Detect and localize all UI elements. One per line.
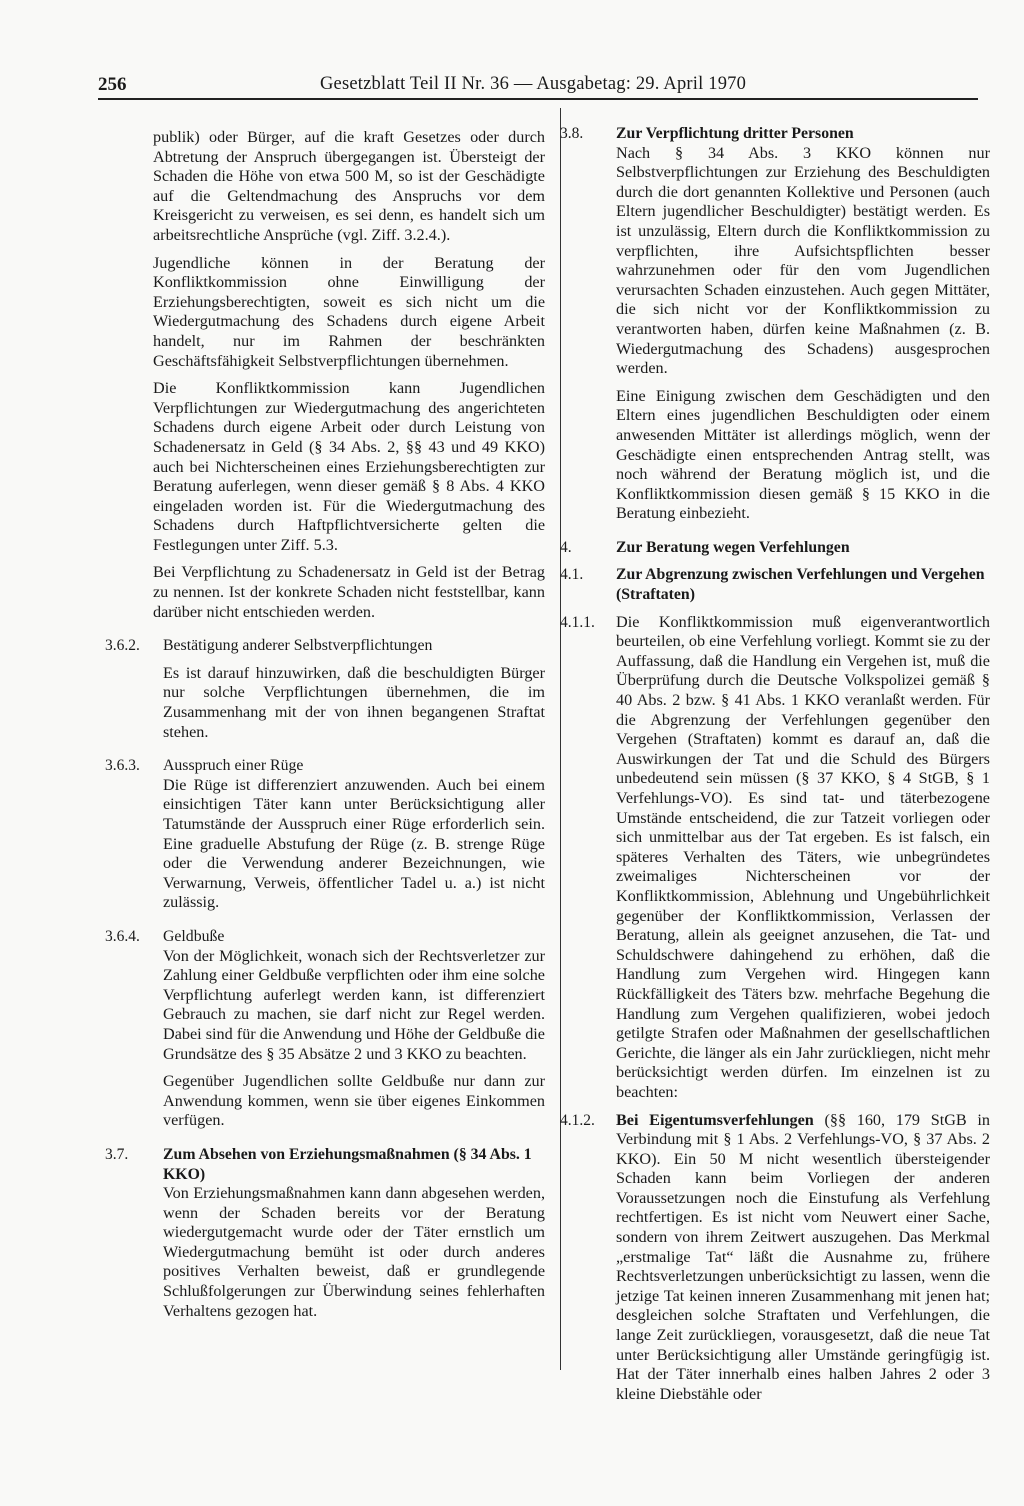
section-number: 3.8. — [560, 125, 584, 142]
section-number: 4.1.1. — [560, 613, 595, 631]
section-number: 3.6.3. — [105, 757, 140, 775]
section-4-1-2 — [560, 1111, 990, 1405]
section-number: 3.6.2. — [105, 637, 140, 655]
paragraph: Die Konfliktkommission kann Jugendlichen Verpflichtungen zur Wiedergutmachung des angerichteten Schadens durch eigene Arbeit oder durch Leistung von Schadenersatz in Geld (§ 34 Abs. 2, §§ 43 und 49 KKO) auch bei Nichterscheinen eines Erziehungsberechtigten zur Beratung auferlegen, wenn dieser gemäß § 8 Abs. 4 KKO eingeladen worden ist. Für die Wiedergutmachung des Schadens durch Haftpflichtversicherte gelten die Festlegungen unter Ziff. 5.3. — [153, 379, 545, 554]
left-column — [105, 128, 545, 1321]
paragraph: Eine Einigung zwischen dem Geschädigten und den Eltern eines jugendlichen Beschuldigten oder einem anwesenden Mittäter ist allerdings möglich, wenn der Geschädigte einen entsprechenden Antrag stellt, was noch während der Beratung möglich ist, und die Konfliktkommission diesen gemäß § 15 KKO in die Beratung einbezieht. — [616, 386, 990, 523]
paragraph: Jugendliche können in der Beratung der Konfliktkommission ohne Einwilligung der Erziehungsberechtigten, soweit es sich nicht um die Wiedergutmachung des Schadens durch eigene Arbeit handelt, nur im Rahmen der beschränkten Geschäftsfähigkeit Selbstverpflichtungen übernehmen. — [153, 253, 545, 370]
section-number: 3.7. — [105, 1145, 129, 1163]
section-3-8 — [560, 124, 990, 524]
section-lead: Bei Eigentumsverfehlungen — [616, 1110, 814, 1129]
section-number: 4.1. — [560, 566, 584, 584]
section-number: 4. — [560, 538, 572, 556]
section-3-6-4 — [105, 927, 545, 1131]
paragraph: Nach § 34 Abs. 3 KKO können nur Selbstverpflichtungen zur Erziehung des Beschuldigten durch die dort genannten Kollektive und Personen (auch Eltern jugendlicher Beschuldigter) bestätigt werden. Es ist unzulässig, Eltern durch die Konfliktkommission zu verpflichten, ihre Aufsichtspflichten besser wahrzunehmen oder für den vom Jugendlichen verursachten Schaden einzustehen. Auch gegen Mittäter, die sich nicht vor der Konfliktkommission zu verantworten haben, dürfen keine Maßnahmen (z. B. Wiedergutmachung des Schadens) ausgesprochen werden. — [616, 143, 990, 378]
section-title: Ausspruch einer Rüge — [163, 757, 304, 775]
paragraph: Bei Verpflichtung zu Schadenersatz in Geld ist der Betrag zu nennen. Ist der konkrete Schaden nicht feststellbar, kann darüber nicht entschieden werden. — [153, 563, 545, 621]
section-title: Zum Absehen von Erziehungsmaßnahmen (§ 34 Abs. 1 KKO) — [163, 1145, 532, 1183]
section-number: 3.6.4. — [105, 927, 140, 945]
paragraph: Von der Möglichkeit, wonach sich der Rechtsverletzer zur Zahlung einer Geldbuße verpflichten oder ihm eine solche Verpflichtung auferlegt werden kann, ist differenziert Gebrauch zu machen, sie darf nicht zur Regel werden. Dabei sind für die Anwendung und Höhe der Geldbuße die Grundsätze des § 35 Absätze 2 und 3 KKO zu beachten. — [163, 946, 545, 1063]
section-4-1 — [560, 565, 990, 604]
paragraph: Die Konfliktkommission muß eigenverantwortlich beurteilen, ob eine Verfehlung vorliegt. Kommt sie zu der Auffassung, daß die Handlung ein Vergehen ist, muß die Überprüfung durch die Deutsche Volkspolizei gemäß § 40 Abs. 2 bzw. § 41 Abs. 1 KKO veranlaßt werden. Für die Abgrenzung der Verfehlungen gegenüber den Vergehen (Straftaten) kommt es darauf an, daß die Auswirkungen der Tat und die Schuld des Bürgers unbedeutend sein müssen (§ 37 KKO, § 4 StGB, § 1 Verfehlungs-VO). Es sind tat- und täterbezogene Umstände entscheidend, die zur Tatzeit vorliegen oder sich unmittelbar aus der Tat ergeben. Es ist falsch, ein späteres Verhalten des Täters, wie unbegründetes zweimaliges Nichterscheinen vor der Konfliktkommission, Ablehnung und Ungebührlichkeit gegenüber der Konfliktkommission, Verlassen der Beratung, allein als geeignet anzusehen, die Tat- und Schuldschwere dahingehend zu erhöhen, daß die Handlung zum Vergehen wird. Hingegen kann Rückfälligkeit des Täters bzw. mehrfache Begehung die Handlung zum Vergehen qualifizieren, wobei jedoch getilgte Strafen oder Maßnahmen der gesellschaftlichen Gerichte, die länger als ein Jahr zurückliegen, nicht mehr berücksichtigt werden dürfen. Im einzelnen ist zu beachten: — [616, 612, 990, 1101]
section-title: Bestätigung anderer Selbstverpflichtungen — [163, 637, 433, 655]
section-title: Geldbuße — [163, 927, 225, 945]
section-title: Zur Beratung wegen Verfehlungen — [616, 538, 850, 556]
section-title: Zur Verpflichtung dritter Personen — [616, 125, 854, 142]
right-column — [560, 124, 990, 1404]
section-4 — [560, 538, 990, 558]
section-4-1-1 — [560, 613, 990, 1103]
paragraph: Die Rüge ist differenziert anzuwenden. Auch bei einem einsichtigen Täter kann unter Berücksichtigung aller Tatumstände der Ausspruch einer Rüge erforderlich sein. Eine graduelle Abstufung der Rüge (z. B. strenge Rüge oder die Verwendung anderer Bezeichnungen, wie Verwarnung, Verweis, öffentlicher Tadel u. a.) ist nicht zulässig. — [163, 775, 545, 912]
paragraph-text: (§§ 160, 179 StGB in Verbindung mit § 1 Abs. 2 Verfehlungs-VO, § 37 Abs. 2 KKO). Ein 50 M nicht wesentlich übersteigender Schaden kann beim Vorliegen der anderen Voraussetzungen noch die Einstufung als Verfehlung rechtfertigen. Es ist nicht vom Neuwert einer Sache, sondern von ihrem Zeitwert auszugehen. Das Merkmal „erstmalige Tat“ läßt die Ausnahme zu, frühere Rechtsverletzungen unberücksichtigt zu lassen, wenn die jetzige Tat keinen inneren Zusammenhang mit jenen hat; desgleichen solche Straftaten und Verfehlungen, die lange Zeit zurückliegen, vorausgesetzt, daß die neue Tat unter Berücksichtigung aller Umstände geringfügig ist. Hat der Täter innerhalb eines halben Jahres 2 oder 3 kleine Diebstähle oder — [616, 1110, 990, 1403]
paragraph: Es ist darauf hinzuwirken, daß die beschuldigten Bürger nur solche Verpflichtungen übernehmen, die im Zusammenhang mit der von ihnen begangenen Straftat stehen. — [163, 663, 545, 741]
page-number: 256 — [98, 74, 127, 95]
section-title: Zur Abgrenzung zwischen Verfehlungen und Vergehen (Straftaten) — [616, 566, 985, 604]
section-3-6-3 — [105, 756, 545, 913]
continued-text — [153, 128, 545, 622]
paragraph: Von Erziehungsmaßnahmen kann dann abgesehen werden, wenn der Schaden bereits vor der Beratung wiedergutgemacht wurde oder der Täter ernstlich um Wiedergutmachung bemüht ist oder durch anderes positives Verhalten beweist, daß er grundlegende Schlußfolgerungen zur Überwindung seines fehlerhaften Verhaltens gezogen hat. — [163, 1184, 545, 1320]
section-number: 4.1.2. — [560, 1111, 595, 1129]
paragraph — [616, 1111, 990, 1405]
header-title: Gesetzblatt Teil II Nr. 36 — Ausgabetag: 29. April 1970 — [320, 74, 747, 94]
page-header — [98, 72, 978, 100]
paragraph: publik) oder Bürger, auf die kraft Gesetzes oder durch Abtretung der Anspruch übergegangen ist. Übersteigt der Schaden die Höhe von etwa 500 M, so ist der Geschädigte auf die Geltendmachung des Anspruchs vor dem Kreisgericht zu verweisen, es sei denn, es handelt sich um arbeitsrechtliche Ansprüche (vgl. Ziff. 3.2.4.). — [153, 128, 545, 244]
paragraph: Gegenüber Jugendlichen sollte Geldbuße nur dann zur Anwendung kommen, wenn sie über eigenes Einkommen verfügen. — [163, 1072, 545, 1130]
section-3-6-2 — [105, 636, 545, 742]
section-3-7 — [105, 1145, 545, 1321]
